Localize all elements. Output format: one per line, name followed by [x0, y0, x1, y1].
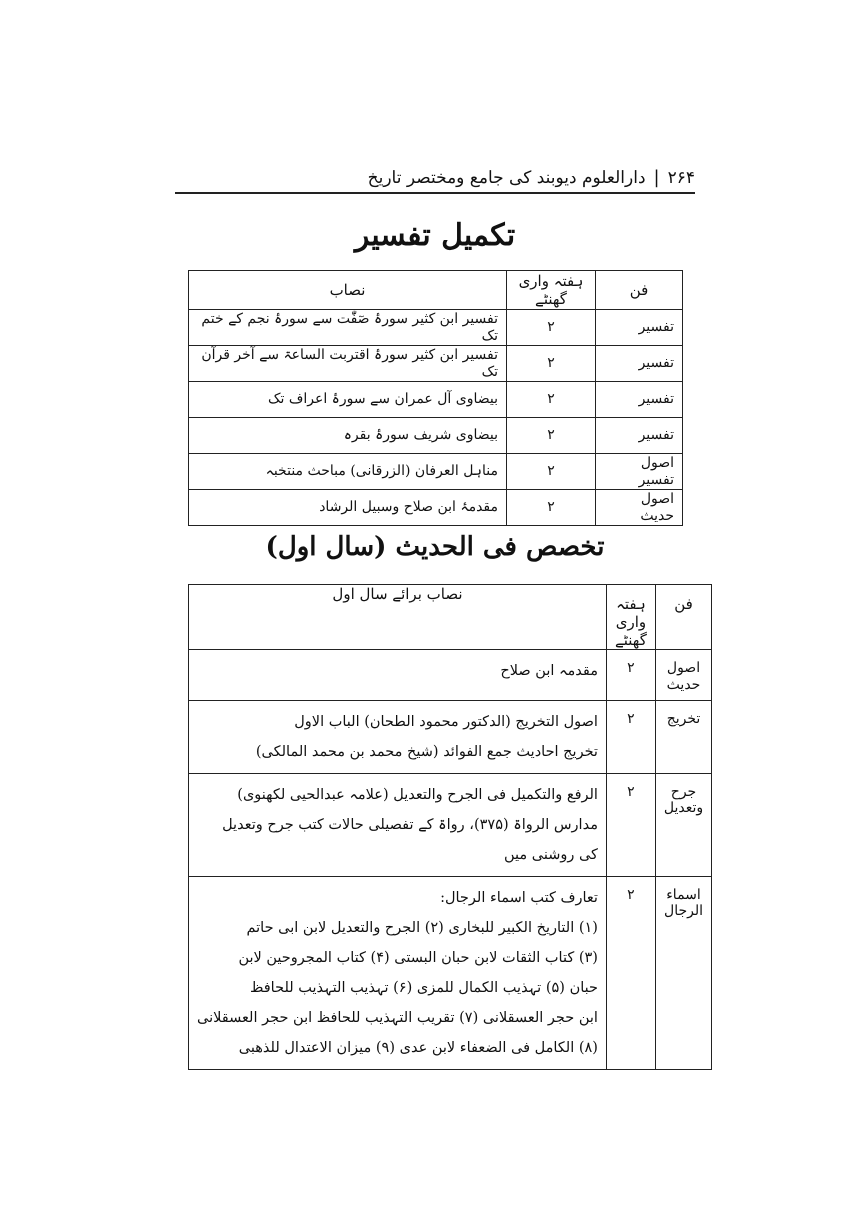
table-row — [189, 876, 712, 1069]
cell-fan: اصول حدیث — [596, 490, 683, 526]
table-row — [189, 773, 712, 876]
table-row — [189, 454, 683, 490]
column-header-hours: ہفتہ واری گھنٹے — [606, 585, 655, 650]
nisab-line: تعارف کتب اسماء الرجال: — [440, 889, 598, 906]
cell-fan: جرح وتعدیل — [655, 773, 711, 876]
cell-nisab: مناہل العرفان (الزرقانی) مباحث منتخبہ — [189, 454, 507, 490]
nisab-line: الرفع والتکمیل فی الجرح والتعدیل (علامہ عبدالحیی لکھنوی) — [237, 786, 598, 803]
nisab-line: مدارس الرواۃ (۳۷۵)، رواۃ کے تفصیلی حالات کتب جرح وتعدیل — [222, 816, 598, 833]
nisab-line: کی روشنی میں — [503, 846, 598, 863]
cell-fan: تفسیر — [596, 382, 683, 418]
cell-hours: ۲ — [507, 490, 596, 526]
column-header-hours: ہفتہ واری گھنٹے — [507, 271, 596, 310]
takhassus-hadith-table — [188, 584, 712, 1070]
column-header-fan: فن — [655, 585, 711, 650]
table-row — [189, 310, 683, 346]
cell-nisab: تفسیر ابن کثیر سورۂ صٓفّٰت سے سورۂ نجم کے ختم تک — [189, 310, 507, 346]
cell-nisab: تفسیر ابن کثیر سورۂ اقتربت الساعۃ سے آخر قرآن تک — [189, 346, 507, 382]
section-title-takhassus-hadith: تخصص فی الحدیث (سال اول) — [265, 532, 605, 562]
cell-fan: تخریج — [655, 700, 711, 773]
table-row — [189, 346, 683, 382]
cell-nisab — [189, 700, 607, 773]
running-header — [175, 160, 695, 194]
section-title-takmeel-tafseer: تکمیل تفسیر — [354, 218, 516, 253]
cell-hours: ۲ — [606, 650, 655, 701]
cell-hours: ۲ — [507, 310, 596, 346]
nisab-line: حبان (۵) تہذیب الکمال للمزی (۶) تہذیب التہذیب للحافظ — [249, 979, 598, 996]
book-title: دارالعلوم دیوبند کی جامع ومختصر تاریخ — [367, 168, 646, 188]
cell-hours: ۲ — [606, 700, 655, 773]
table-row — [189, 650, 712, 701]
table-row — [189, 700, 712, 773]
cell-nisab: بیضاوی آل عمران سے سورۂ اعراف تک — [189, 382, 507, 418]
column-header-nisab: نصاب برائے سال اول — [189, 585, 607, 650]
cell-fan: اصول تفسیر — [596, 454, 683, 490]
header-separator: | — [653, 167, 660, 188]
table-row — [189, 382, 683, 418]
page-number: ۲۶۴ — [667, 168, 695, 188]
nisab-line: مقدمہ ابن صلاح — [500, 663, 598, 679]
cell-nisab — [189, 650, 607, 701]
cell-hours: ۲ — [606, 773, 655, 876]
column-header-fan: فن — [596, 271, 683, 310]
cell-fan: اسماء الرجال — [655, 876, 711, 1069]
table-header-row — [189, 271, 683, 310]
nisab-line: اصول التخریج (الدکتور محمود الطحان) الباب الاول — [294, 713, 598, 730]
cell-hours: ۲ — [507, 454, 596, 490]
cell-nisab: مقدمۂ ابن صلاح وسبیل الرشاد — [189, 490, 507, 526]
cell-fan: تفسیر — [596, 418, 683, 454]
table-row — [189, 418, 683, 454]
cell-hours: ۲ — [606, 876, 655, 1069]
cell-hours: ۲ — [507, 382, 596, 418]
cell-nisab — [189, 773, 607, 876]
table-row — [189, 490, 683, 526]
nisab-line: تخریج احادیث جمع الفوائد (شیخ محمد بن محمد المالکی) — [255, 743, 598, 760]
nisab-line: (۱) التاریخ الکبیر للبخاری (۲) الجرح والتعدیل لابن ابی حاتم — [246, 919, 598, 936]
cell-nisab — [189, 876, 607, 1069]
cell-hours: ۲ — [507, 418, 596, 454]
table-header-row — [189, 585, 712, 650]
column-header-nisab: نصاب — [189, 271, 507, 310]
cell-nisab: بیضاوی شریف سورۂ بقرہ — [189, 418, 507, 454]
cell-fan: اصول حدیث — [655, 650, 711, 701]
cell-hours: ۲ — [507, 346, 596, 382]
nisab-line: (۸) الکامل فی الضعفاء لابن عدی (۹) میزان الاعتدال للذھبی — [238, 1039, 598, 1056]
cell-fan: تفسیر — [596, 310, 683, 346]
takmeel-tafseer-table — [188, 270, 683, 526]
nisab-line: ابن حجر العسقلانی (۷) تقریب التہذیب للحافظ ابن حجر العسقلانی — [197, 1009, 598, 1026]
cell-fan: تفسیر — [596, 346, 683, 382]
nisab-line: (۳) کتاب الثقات لابن حبان البستی (۴) کتاب المجروحین لابن — [238, 949, 598, 966]
